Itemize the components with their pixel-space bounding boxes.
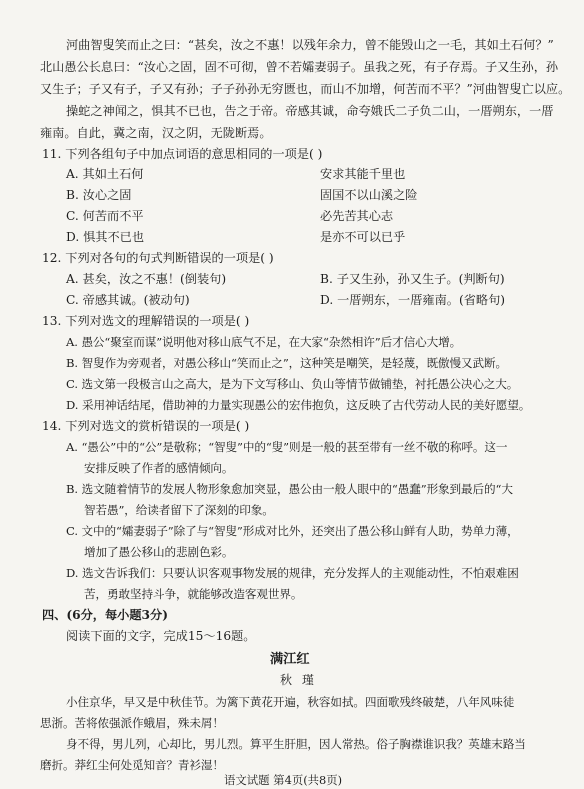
q11-option-a-right: 安求其能千里也 xyxy=(320,167,406,181)
question-12-stem: 12. 下列对各句的句式判断错误的一项是( ) xyxy=(42,251,274,265)
q11-option-d-right: 是亦不可以已乎 xyxy=(320,230,406,244)
q14-option-d-cont: 苦，勇敢坚持斗争，就能够改造客观世界。 xyxy=(84,587,303,601)
question-13-stem: 13. 下列对选文的理解错误的一项是( ) xyxy=(42,314,250,328)
page-footer: 语文试题 第4页(共8页) xyxy=(224,773,343,787)
section-heading: 四、(6分，每小题3分) xyxy=(42,608,168,622)
q13-option-b: B. 智叟作为旁观者，对愚公移山“笑而止之”，这种笑是嘲笑，是轻蔑，既傲慢又武断。 xyxy=(66,356,508,370)
q12-option-b: B. 子又生孙，孙又生子。(判断句) xyxy=(320,272,505,286)
q11-option-c-left: C. 何苦而不平 xyxy=(66,209,144,223)
poem-line: 磨折。莽红尘何处觅知音？青衫湿！ xyxy=(40,758,224,772)
q14-option-a-cont: 安排反映了作者的感情倾向。 xyxy=(84,461,234,475)
q12-option-d: D. 一厝朔东，一厝雍南。(省略句) xyxy=(320,293,506,307)
q11-option-a-left: A. 其如土石何 xyxy=(66,167,144,181)
passage-line: 北山愚公长息曰：“汝心之固，固不可彻，曾不若孀妻弱子。虽我之死，有子存焉。子又生孙，孙 xyxy=(40,60,559,74)
q11-option-c-right: 必先苦其心志 xyxy=(320,209,394,223)
passage-line: 河曲智叟笑而止之曰：“甚矣，汝之不惠！以残年余力，曾不能毁山之一毛，其如土石何？” xyxy=(66,38,554,52)
q14-option-d: D. 选文告诉我们：只要认识客观事物发展的规律，充分发挥人的主观能动性，不怕艰难困 xyxy=(66,566,519,580)
q12-option-a: A. 甚矣，汝之不惠！(倒装句) xyxy=(66,272,227,286)
passage-line: 雍南。自此，冀之南，汉之阴，无陇断焉。 xyxy=(40,126,272,140)
q11-option-d-left: D. 惧其不已也 xyxy=(66,230,145,244)
q11-option-b-right: 固国不以山溪之险 xyxy=(320,188,418,202)
q12-option-c: C. 帝感其诚。(被动句) xyxy=(66,293,190,307)
q13-option-c: C. 选文第一段极言山之高大，是为下文写移山、负山等情节做铺垫，衬托愚公决心之大。 xyxy=(66,377,519,391)
passage-line: 又生子；子又有子，子又有孙；子子孙孙无穷匮也，而山不加增，何苦而不平？”河曲智叟亡以应。 xyxy=(40,82,571,96)
q11-option-b-left: B. 汝心之固 xyxy=(66,188,132,202)
poem-author: 秋瑾 xyxy=(280,673,325,687)
q14-option-b: B. 选文随着情节的发展人物形象愈加突显，愚公由一般人眼中的“愚蠢”形象到最后的“大 xyxy=(66,482,513,496)
q14-option-b-cont: 智若愚”，给读者留下了深刻的印象。 xyxy=(84,503,274,517)
q14-option-c-cont: 增加了愚公移山的悲剧色彩。 xyxy=(84,545,234,559)
section-instruction: 阅读下面的文字，完成15～16题。 xyxy=(66,629,256,643)
q14-option-a: A. “愚公”中的“公”是敬称；“智叟”中的“叟”则是一般的甚至带有一丝不敬的称呼。这一 xyxy=(66,440,508,454)
poem-title: 满江红 xyxy=(270,652,310,667)
poem-line: 小住京华，早又是中秋佳节。为篱下黄花开遍，秋容如拭。四面歌残终破楚，八年风味徒 xyxy=(66,695,515,709)
question-14-stem: 14. 下列对选文的赏析错误的一项是( ) xyxy=(42,419,250,433)
poem-line: 思浙。苦将侬强派作蛾眉，殊未屑！ xyxy=(40,716,224,730)
poem-line: 身不得，男儿列，心却比，男儿烈。算平生肝胆，因人常热。俗子胸襟谁识我？英雄末路当 xyxy=(66,737,526,751)
q13-option-a: A. 愚公“聚室而谋”说明他对移山底气不足，在大家“杂然相许”后才信心大增。 xyxy=(66,335,462,349)
passage-line: 操蛇之神闻之，惧其不已也，告之于帝。帝感其诚，命夸娥氏二子负二山，一厝朔东，一厝 xyxy=(66,104,554,118)
question-11-stem: 11. 下列各组句子中加点词语的意思相同的一项是( ) xyxy=(42,147,323,161)
q13-option-d: D. 采用神话结尾，借助神的力量实现愚公的宏伟抱负，这反映了古代劳动人民的美好愿望。 xyxy=(66,398,531,412)
q14-option-c: C. 文中的“孀妻弱子”除了与“智叟”形成对比外，还突出了愚公移山鲜有人助，势单力薄， xyxy=(66,524,519,538)
